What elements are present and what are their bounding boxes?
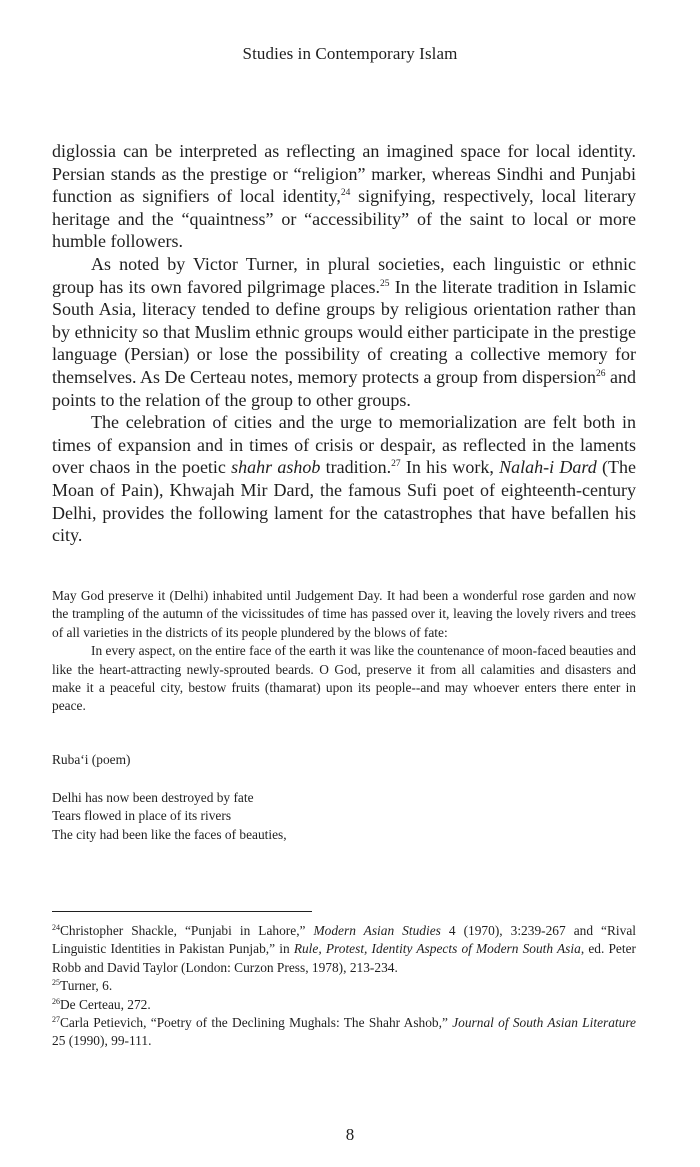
footnote-number: 25 (52, 978, 60, 988)
title-shahr-ashob: shahr ashob (231, 457, 321, 478)
footnote-24 (52, 922, 636, 977)
paragraph-3-text-a: The celebration of cities and the urge to memorialization are felt both in times of expansion and in times of crisis or despair, as reflected in the laments over chaos in the poetic (52, 412, 636, 478)
footnotes (52, 922, 636, 1051)
block-quote-paragraph-2: In every aspect, on the entire face of the earth it was like the countenance of moon-faced beauties and like the heart-attracting newly-sprouted beards. O God, preserve it from all calamities and disasters and make it a peaceful city, bestow fruits (thamarat) upon its people--and may whoever enters there enter in peace. (52, 643, 636, 714)
footnote-ref-24[interactable]: 24 (340, 188, 351, 199)
journal-title: Modern Asian Studies (313, 923, 441, 938)
footnote-24-text-c: , ed. Peter Robb and David Taylor (London: Curzon Press, 1978), 213-234. (52, 941, 636, 975)
footnote-ref-27[interactable]: 27 (391, 459, 401, 470)
poem-line: Delhi has now been destroyed by fate (52, 790, 254, 805)
poem-line: Tears flowed in place of its rivers (52, 808, 232, 824)
footnote-ref-25[interactable]: 25 (380, 278, 390, 289)
footnote-number: 26 (52, 996, 60, 1006)
paragraph-3-text-c: In his work, (400, 457, 500, 478)
footnote-27 (52, 1014, 636, 1051)
poem (52, 789, 287, 844)
paragraph-1-text-a: diglossia can be interpreted as reflecting an imagined space for local identity. Persian stands as the prestige or “religion” marker, whereas Sindhi and Punjabi function as signifiers of local identity, (52, 141, 636, 207)
paragraph-3-text-d: (The Moan of Pain), Khwajah Mir Dard, the famous Sufi poet of eighteenth-century Delhi, provides the following lament for the catastrophes that have befallen his city. (52, 457, 636, 546)
footnote-26 (52, 996, 636, 1014)
footnote-number: 27 (52, 1015, 60, 1025)
footnote-25-text: Turner, 6. (60, 978, 113, 994)
book-title: Rule, Protest, Identity Aspects of Modern South Asia (293, 941, 581, 957)
footnote-separator (52, 911, 312, 912)
footnote-number: 24 (52, 923, 60, 932)
title-nalah-i-dard: Nalah-i Dard (499, 457, 597, 478)
paragraph-1-text-b: signifying, respectively, local literary heritage and the “quaintness” or “accessibility” of the saint to local or more humble followers. (52, 186, 636, 252)
footnote-27-text-b: 25 (1990), 99-111. (52, 1033, 152, 1049)
page-number: 8 (345, 1125, 355, 1144)
paragraph-2-text-b: In the literate tradition in Islamic South Asia, literacy tended to define groups by religious orientation rather than by ethnicity so that Muslim ethnic groups would either participate in the prestige language (Persian) or lose the possibility of creating a collective memory for themselves. As De Certeau notes, memory protects a group from dispersion (52, 276, 636, 387)
footnote-24-text-b: 4 (1970), 3:239-267 and “Rival Linguistic Identities in Pakistan Punjab,” in (52, 923, 636, 957)
running-head: Studies in Contemporary Islam (242, 44, 458, 63)
block-quote (52, 587, 636, 716)
paragraph-3-text-b: tradition. (320, 457, 392, 478)
block-quote-paragraph-1: May God preserve it (Delhi) inhabited until Judgement Day. It had been a wonderful rose garden and now the trampling of the autumn of the vicissitudes of time has passed over it, leaving the lovely rivers and trees of all varieties in the districts of its people plundered by the blows of fate: (52, 588, 636, 640)
paragraph-3 (52, 411, 636, 547)
paragraph-2 (52, 253, 636, 411)
paragraph-2-text-c: and points to the relation of the group to other groups. (52, 366, 636, 410)
footnote-25 (52, 977, 636, 995)
footnote-24-text-a: Christopher Shackle, “Punjabi in Lahore,” (60, 923, 314, 938)
paragraph-1 (52, 140, 636, 253)
footnote-26-text: De Certeau, 272. (60, 996, 151, 1012)
body-text (52, 140, 636, 547)
ruba-heading: Ruba‘i (poem) (52, 752, 131, 767)
journal-title: Journal of South Asian Literature (452, 1015, 636, 1031)
footnote-ref-26[interactable]: 26 (595, 368, 606, 379)
poem-line: The city had been like the faces of beauties, (52, 826, 287, 842)
footnote-27-text-a: Carla Petievich, “Poetry of the Declining Mughals: The Shahr Ashob,” (60, 1015, 453, 1031)
paragraph-2-text-a: As noted by Victor Turner, in plural societies, each linguistic or ethnic group has its own favored pilgrimage places. (52, 253, 636, 297)
